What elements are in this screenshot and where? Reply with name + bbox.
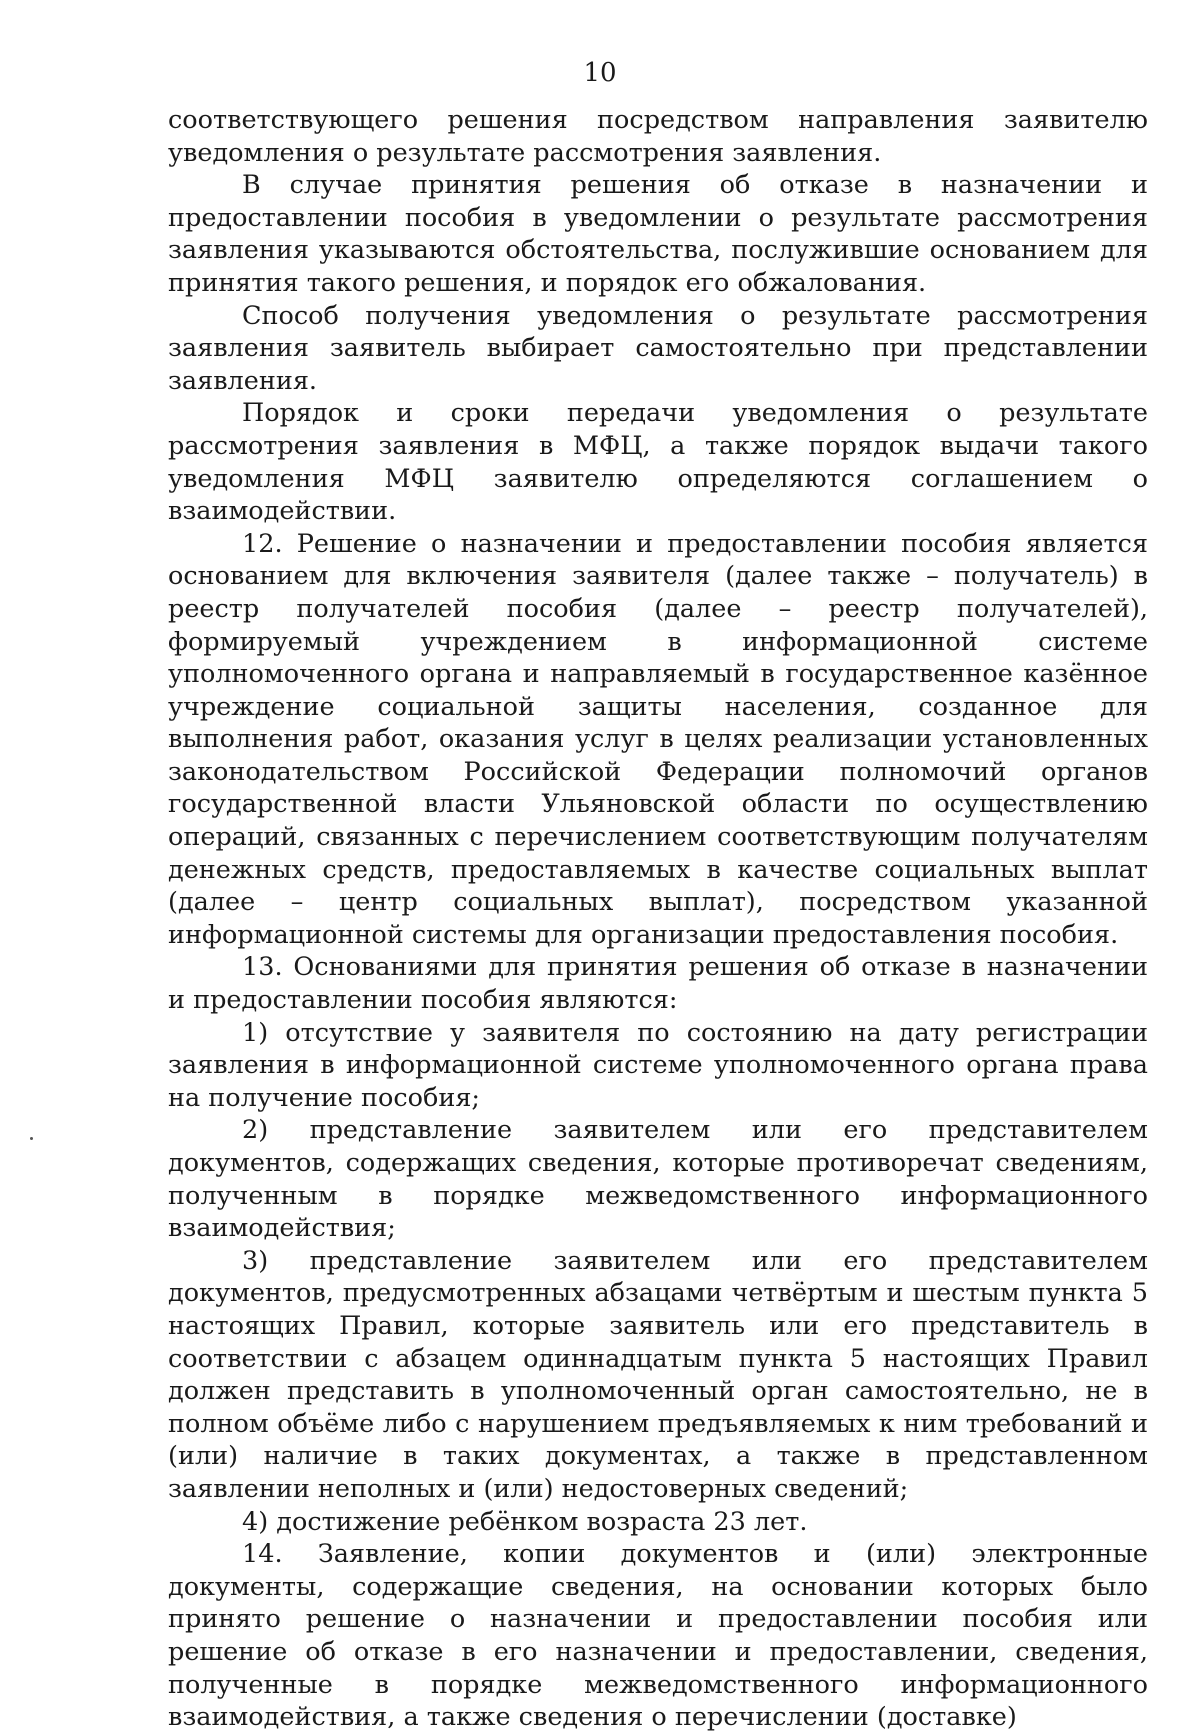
list-item-2: 2) представление заявителем или его представителем документов, содержащих сведения, которые противоречат сведениям, полученным в порядке межведомственного информационного взаимодействия; [168, 1115, 1148, 1244]
document-body [168, 104, 1148, 1734]
paragraph-clause-12: 12. Решение о назначении и предоставлении пособия является основанием для включения заявителя (далее также – получатель) в реестр получателей пособия (далее – реестр получателей), формируемый учреждением в информационной системе уполномоченного органа и направляемый в государственное казённое учреждение социальной защиты населения, созданное для выполнения работ, оказания услуг в целях реализации установленных законодательством Российской Федерации полномочий органов государственной власти Ульяновской области по осуществлению операций, связанных с перечислением соответствующим получателям денежных средств, предоставляемых в качестве социальных выплат (далее – центр социальных выплат), посредством указанной информационной системы для организации предоставления пособия. [168, 528, 1148, 950]
page-number: 10 [583, 58, 617, 88]
paragraph-clause-13: 13. Основаниями для принятия решения об отказе в назначении и предоставлении пособия являются: [168, 952, 1148, 1016]
scan-speck [30, 1137, 33, 1140]
list-item-4: 4) достижение ребёнком возраста 23 лет. [242, 1506, 808, 1537]
paragraph: Способ получения уведомления о результате рассмотрения заявления заявитель выбирает самостоятельно при представлении заявления. [168, 300, 1148, 396]
paragraph: Порядок и сроки передачи уведомления о результате рассмотрения заявления в МФЦ, а также порядок выдачи такого уведомления МФЦ заявителю определяются соглашением о взаимодействии. [168, 398, 1148, 527]
paragraph-continuation: соответствующего решения посредством направления заявителю уведомления о результате рассмотрения заявления. [168, 105, 1148, 168]
list-item-3: 3) представление заявителем или его представителем документов, предусмотренных абзацами четвёртым и шестым пункта 5 настоящих Правил, которые заявитель или его представитель в соответствии с абзацем одиннадцатым пункта 5 настоящих Правил должен представить в уполномоченный орган самостоятельно, не в полном объёме либо с нарушением предъявляемых к ним требований и (или) наличие в таких документах, а также в представленном заявлении неполных и (или) недостоверных сведений; [168, 1245, 1148, 1504]
paragraph-clause-14: 14. Заявление, копии документов и (или) электронные документы, содержащие сведения, на основании которых было принято решение о назначении и предоставлении пособия или решение об отказе в его назначении и предоставлении, сведения, полученные в порядке межведомственного информационного взаимодействия, а также сведения о перечислении (доставке) [168, 1539, 1148, 1733]
list-item-1: 1) отсутствие у заявителя по состоянию на дату регистрации заявления в информационной системе уполномоченного органа права на получение пособия; [168, 1017, 1148, 1113]
paragraph: В случае принятия решения об отказе в назначении и предоставлении пособия в уведомлении о результате рассмотрения заявления указываются обстоятельства, послужившие основанием для принятия такого решения, и порядок его обжалования. [168, 170, 1148, 298]
